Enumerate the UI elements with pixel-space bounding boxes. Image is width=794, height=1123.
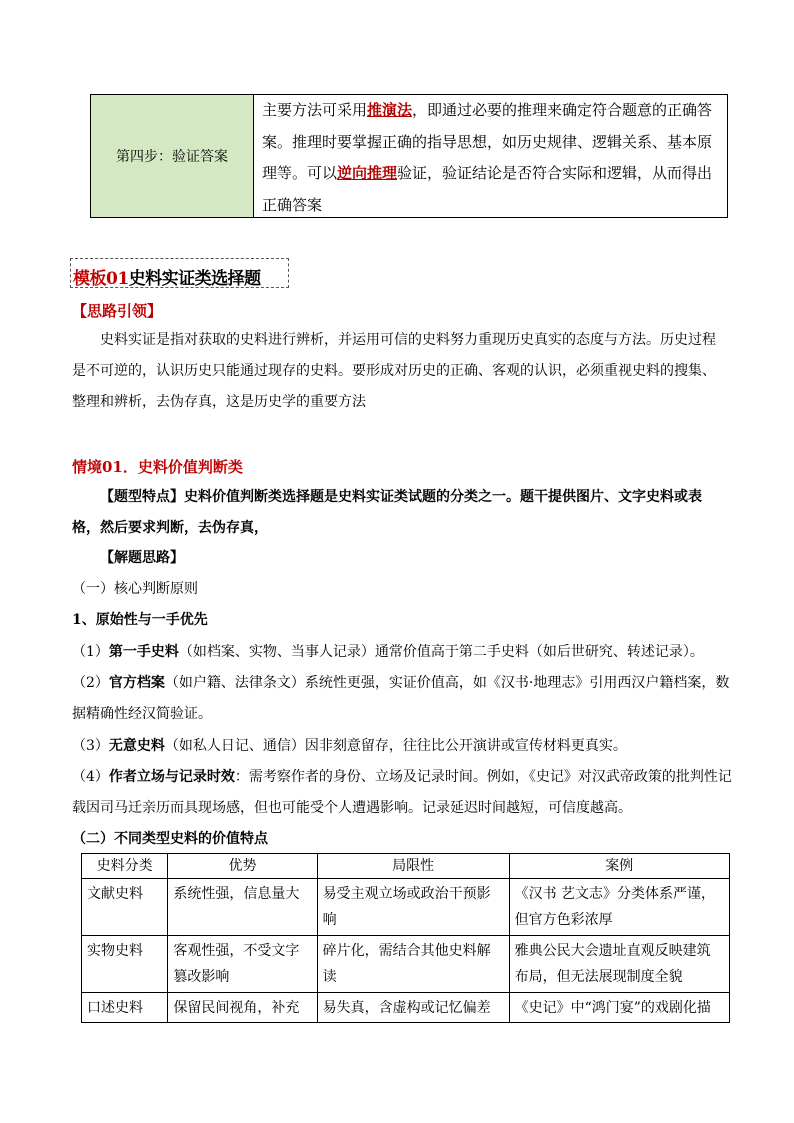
step-text-2: ，即通过必要的推理来确定符合题意的正确答案。推理时要掌握正确的指导思想，如历史规律、逻辑关系、基本原理等。可以 [262, 101, 713, 182]
source-types-table [81, 853, 730, 1023]
principles-heading: （一）核心判断原则 [72, 581, 198, 597]
step-description [254, 95, 727, 217]
table-cell: 碎片化，需结合其他史料解读 [317, 936, 509, 993]
header-example: 案例 [509, 854, 729, 879]
table-cell: 系统性强，信息量大 [168, 879, 317, 936]
item-2-num: （2） [72, 675, 109, 691]
table-row [82, 936, 730, 993]
principle-item-1 [72, 637, 732, 668]
table-cell: 实物史料 [82, 936, 168, 993]
principle-1-heading: 1、原始性与一手优先 [72, 612, 208, 628]
item-1-text: （如档案、实物、当事人记录）通常价值高于第二手史料（如后世研究、转述记录）。 [178, 644, 704, 660]
item-1-bold: 第一手史料 [108, 644, 179, 660]
header-limitation: 局限性 [317, 854, 509, 879]
table-cell [509, 993, 729, 1023]
principle-item-2 [72, 668, 732, 730]
table-cell: 客观性强，不受文字篡改影响 [168, 936, 317, 993]
table-cell: 文献史料 [82, 879, 168, 936]
table-header-row [82, 854, 730, 879]
template-title: 史料实证类选择题 [128, 269, 261, 289]
item-1-num: （1） [72, 644, 109, 660]
table-cell: 《汉书 艺文志》分类体系严谨，但官方色彩浓厚 [509, 879, 729, 936]
step-label: 第四步：验证答案 [91, 95, 254, 217]
header-advantage: 优势 [168, 854, 317, 879]
table-cell [168, 993, 317, 1023]
template-heading [73, 264, 261, 289]
keyword-deduction: 推演法 [367, 101, 413, 119]
step-text-3: 验证，验证结论是否符合实际和逻辑，从而得出正确答案 [262, 164, 713, 214]
keyword-reverse: 逆向推理 [337, 164, 398, 182]
principle-item-3 [72, 731, 732, 762]
table-row [82, 879, 730, 936]
item-4-text: ：需考察作者的身份、立场及记录时间。例如，《史记》对汉武帝政策的批判性记载因司马迁亲历而具现场感，但也可能受个人遭遇影响。记录延迟时间越短，可信度越高。 [72, 769, 732, 816]
approach-label: 【解题思路】 [100, 550, 184, 566]
table-cell [317, 993, 509, 1023]
item-3-bold: 无意史料 [108, 738, 165, 754]
table-cell: 雅典公民大会遗址直观反映建筑布局，但无法展现制度全貌 [509, 936, 729, 993]
intro-paragraph: 史料实证是指对获取的史料进行辨析，并运用可信的史料努力重现历史真实的态度与方法。历史过程是不可逆的，认识历史只能通过现存的史料。要形成对历史的正确、客观的认识，必须重视史料的搜集、整理和辨析，去伪存真，这是历史学的重要方法 [72, 332, 716, 410]
cell-text: 保留民间视角，补充 [173, 1000, 300, 1016]
table-cell: 易受主观立场或政治干预影响 [317, 879, 509, 936]
item-2-text: （如户籍、法律条文）系统性更强，实证价值高，如《汉书·地理志》引用西汉户籍档案，数据精确性经汉简验证。 [72, 675, 730, 722]
scene-title: 情境01．史料价值判断类 [72, 458, 243, 476]
table-cell [82, 993, 168, 1023]
item-3-num: （3） [72, 738, 109, 754]
feature-paragraph: 【题型特点】史料价值判断类选择题是史料实证类试题的分类之一。题干提供图片、文字史料或表格，然后要求判断，去伪存真， [72, 489, 702, 536]
guide-label: 【思路引领】 [72, 302, 163, 320]
item-4-bold: 作者立场与记录时效 [108, 769, 235, 785]
cell-text: 易失真，含虚构或记忆偏差 [322, 1000, 491, 1016]
item-3-text: （如私人日记、通信）因非刻意留存，往往比公开演讲或宣传材料更真实。 [164, 738, 627, 754]
step-table [90, 94, 728, 218]
item-2-bold: 官方档案 [108, 675, 165, 691]
header-category: 史料分类 [82, 854, 168, 879]
item-4-num: （4） [72, 769, 109, 785]
template-prefix: 模板01 [73, 269, 129, 289]
table-row [82, 993, 730, 1023]
types-heading: （二）不同类型史料的价值特点 [72, 831, 268, 847]
principle-item-4 [72, 762, 732, 824]
cell-text: 口述史料 [87, 1000, 143, 1016]
step-text-1: 主要方法可采用 [262, 101, 368, 119]
cell-text: 《史记》中“鸿门宴”的戏剧化描 [514, 1000, 711, 1016]
